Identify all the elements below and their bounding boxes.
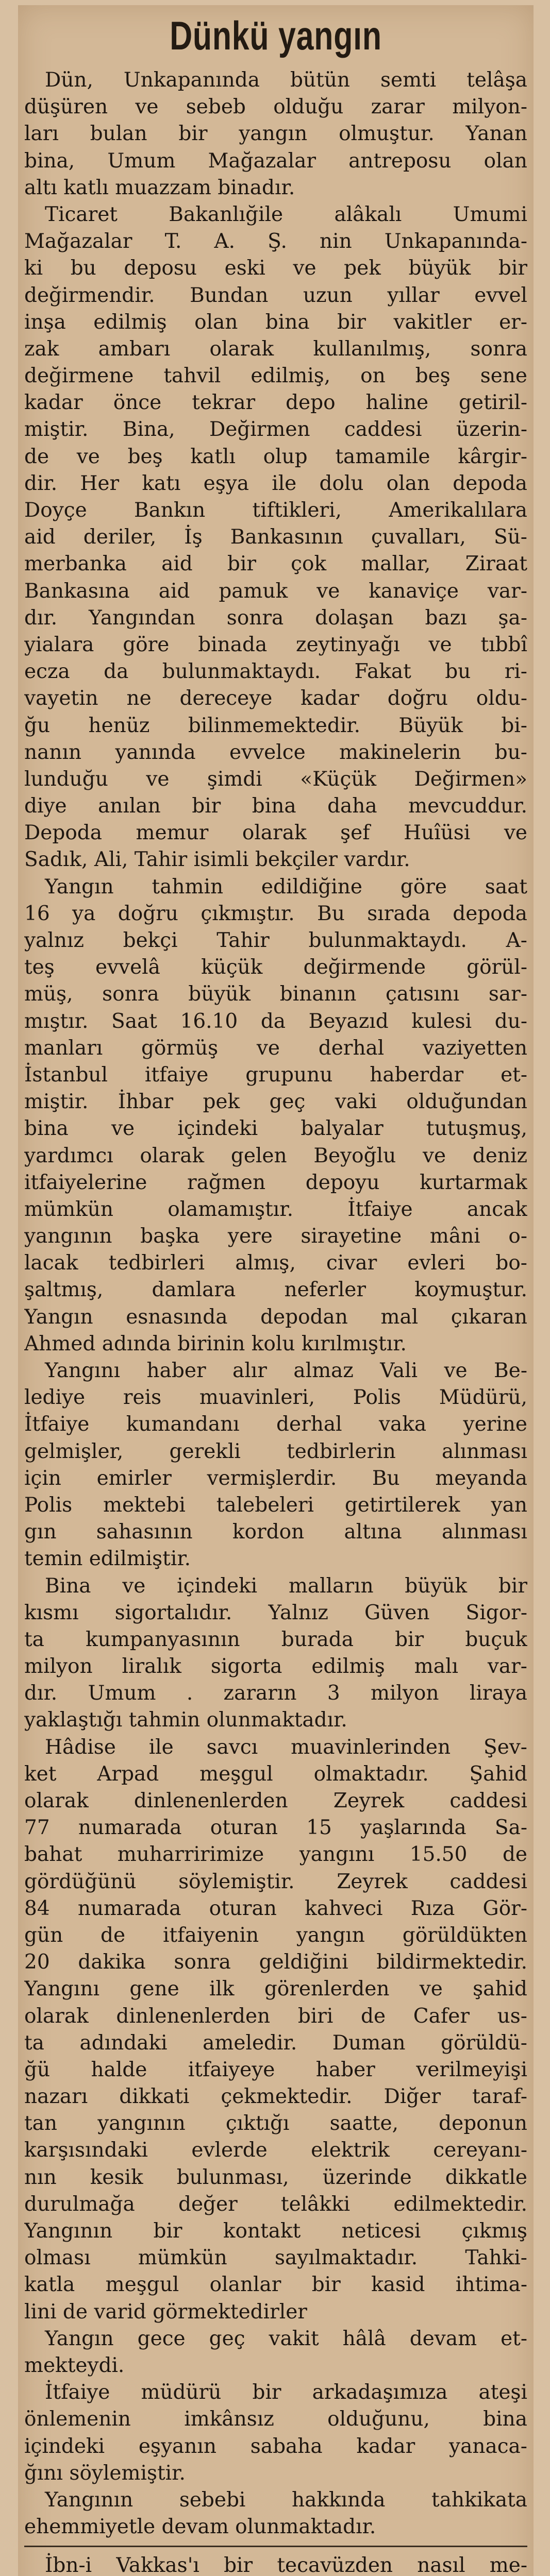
article-paragraph xyxy=(24,201,527,874)
article-paragraph xyxy=(24,67,527,201)
text-line: dır. Yangından sonra dolaşan bazı şa- xyxy=(24,606,527,630)
text-line: değirmene tahvil edilmiş, on beş sene xyxy=(24,364,527,388)
text-line: gün de itfaiyenin yangın görüldükten xyxy=(24,1923,527,1947)
text-line: Hâdise ile savcı muavinlerinden Şev- xyxy=(45,1735,527,1759)
text-line: zak ambarı olarak kullanılmış, sonra xyxy=(24,337,527,361)
text-line: şaltmış, damlara neferler koymuştur. xyxy=(24,1278,527,1302)
text-line: altı katlı muazzam binadır. xyxy=(24,176,295,199)
text-line: düşüren ve sebeb olduğu zarar milyon- xyxy=(24,95,527,119)
article-paragraph xyxy=(24,874,527,1358)
text-line: katla meşgul olanlar bir kasid ihtima- xyxy=(24,2273,527,2297)
text-line: Polis mektebi talebeleri getirtilerek yan xyxy=(24,1493,527,1517)
text-line: Yangın esnasında depodan mal çıkaran xyxy=(24,1305,527,1329)
text-line: Sadık, Ali, Tahir isimli bekçiler vardır. xyxy=(24,848,410,872)
text-line: İtfaiye müdürü bir arkadaşımıza ateşi xyxy=(45,2381,527,2404)
text-line: gördüğünü söylemiştir. Zeyrek caddesi xyxy=(24,1870,527,1893)
text-line: Yangın tahmin edildiğine göre saat xyxy=(45,875,527,899)
text-line: nın kesik bulunması, üzerinde dikkatle xyxy=(24,2165,527,2189)
text-line: Mağazalar T. A. Ş. nin Unkapanında- xyxy=(24,230,527,253)
text-line: İstanbul itfaiye grupunu haberdar et- xyxy=(24,1063,527,1087)
text-line: Ahmed adında birinin kolu kırılmıştır. xyxy=(24,1332,407,1355)
text-line: gın sahasının kordon altına alınması xyxy=(24,1520,527,1544)
text-line: ğü halde itfaiyeye haber verilmeyişi xyxy=(24,2058,527,2081)
text-line: ğu henüz bilinmemektedir. Büyük bi- xyxy=(24,714,527,737)
text-line: yialara göre binada zeytinyağı ve tıbbî xyxy=(24,633,527,656)
text-line: diye anılan bir bina daha mevcuddur. xyxy=(24,794,527,818)
text-line: ları bulan bir yangın olmuştur. Yanan xyxy=(24,122,527,146)
text-line: kısmı sigortalıdır. Yalnız Güven Sigor- xyxy=(24,1601,527,1624)
text-line: dir. Her katı eşya ile dolu olan depoda xyxy=(24,471,527,495)
text-line: lacak tedbirleri almış, civar evleri bo- xyxy=(24,1251,527,1275)
text-line: aid deriler, İş Bankasının çuvalları, Sü- xyxy=(24,526,527,549)
text-line: ta kumpanyasının burada bir buçuk xyxy=(24,1628,527,1651)
text-line: 16 ya doğru çıkmıştır. Bu sırada depoda xyxy=(24,902,527,925)
text-line: Bina ve içindeki malların büyük bir xyxy=(45,1574,527,1598)
text-line: yalnız bekçi Tahir bulunmaktaydı. A- xyxy=(24,929,527,952)
article-paragraph xyxy=(24,2326,527,2379)
text-line: gelmişler, gerekli tedbirlerin alınması xyxy=(24,1439,527,1463)
text-line: yaklaştığı tahmin olunmaktadır. xyxy=(24,1708,347,1732)
text-line: olması mümkün sayılmaktadır. Tahki- xyxy=(24,2246,527,2270)
text-line: bahat muharririmize yangını 15.50 de xyxy=(24,1843,527,1867)
text-line: ehemmiyetle devam olunmaktadır. xyxy=(24,2515,376,2539)
text-line: yardımcı olarak gelen Beyoğlu ve deniz xyxy=(24,1144,527,1167)
text-line: durulmağa değer telâkki edilmektedir. xyxy=(24,2192,527,2216)
text-line: müş, sonra büyük binanın çatısını sar- xyxy=(24,982,527,1006)
text-line: önlemenin imkânsız olduğunu, bina xyxy=(24,2408,527,2431)
text-line: lunduğu ve şimdi «Küçük Değirmen» xyxy=(24,767,527,791)
article-column xyxy=(24,67,527,2576)
text-line: milyon liralık sigorta edilmiş malı var- xyxy=(24,1655,527,1679)
text-line: nazarı dikkati çekmektedir. Diğer taraf- xyxy=(24,2085,527,2109)
text-line: Yangının sebebi hakkında tahkikata xyxy=(45,2488,527,2512)
text-line: olarak dinlenenlerden biri de Cafer us- xyxy=(24,2004,527,2028)
text-line: İbn-i Vakkas'ı bir tecavüzden nasıl me- xyxy=(45,2554,527,2576)
text-line: miştir. İhbar pek geç vaki olduğundan xyxy=(24,1090,527,1114)
text-line: lini de varid görmektedirler xyxy=(24,2300,307,2324)
text-line: miştir. Bina, Değirmen caddesi üzerin- xyxy=(24,418,527,442)
text-line: bina ve içindeki balyalar tutuşmuş, xyxy=(24,1117,527,1141)
text-line: Yangını gene ilk görenlerden ve şahid xyxy=(24,1977,527,2001)
text-line: yangının başka yere sirayetine mâni o- xyxy=(24,1225,527,1248)
text-line: Ticaret Bakanlığile alâkalı Umumi xyxy=(45,202,527,226)
text-line: ket Arpad meşgul olmaktadır. Şahid xyxy=(24,1762,527,1786)
text-line: ğını söylemiştir. xyxy=(24,2461,186,2485)
text-line: de ve beş katlı olup tamamile kârgir- xyxy=(24,445,527,468)
section-divider xyxy=(24,2546,527,2547)
text-line: inşa edilmiş olan bina bir vakitler er- xyxy=(24,310,527,334)
text-line: ki bu deposu eski ve pek büyük bir xyxy=(24,257,527,280)
text-line: mıştır. Saat 16.10 da Beyazıd kulesi du- xyxy=(24,1009,527,1033)
text-line: karşısındaki evlerde elektrik cereyanı- xyxy=(24,2139,527,2162)
text-line: teş evvelâ küçük değirmende görül- xyxy=(24,956,527,979)
notice-paragraph xyxy=(24,2552,527,2576)
text-line: manları görmüş ve derhal vaziyetten xyxy=(24,1036,527,1060)
text-line: Dün, Unkapanında bütün semti telâşa xyxy=(45,69,527,92)
text-line: için emirler vermişlerdir. Bu meyanda xyxy=(24,1466,527,1490)
text-line: itfaiyelerine rağmen depoyu kurtarmak xyxy=(24,1171,527,1194)
text-line: Yangının bir kontakt neticesi çıkmış xyxy=(24,2219,527,2243)
text-line: ta adındaki ameledir. Duman görüldü- xyxy=(24,2031,527,2055)
article-title: Dünkü yangın xyxy=(170,13,382,58)
article-paragraph xyxy=(24,1358,527,1573)
text-line: içindeki eşyanın sabaha kadar yanaca- xyxy=(24,2434,527,2458)
text-line: lediye reis muavinleri, Polis Müdürü, xyxy=(24,1386,527,1410)
text-line: Yangın gece geç vakit hâlâ devam et- xyxy=(45,2327,527,2350)
text-line: İtfaiye kumandanı derhal vaka yerine xyxy=(24,1413,527,1436)
article-paragraph xyxy=(24,2487,527,2540)
text-line: vayetin ne dereceye kadar doğru oldu- xyxy=(24,687,527,710)
text-line: nanın yanında evvelce makinelerin bu- xyxy=(24,740,527,764)
text-line: mümkün olamamıştır. İtfaiye ancak xyxy=(24,1197,527,1221)
article-paragraph xyxy=(24,2379,527,2487)
text-line: Bankasına aid pamuk ve kanaviçe var- xyxy=(24,579,527,603)
text-line: dır. Umum . zararın 3 milyon liraya xyxy=(24,1682,527,1705)
text-line: Doyçe Bankın tiftikleri, Amerikalılara xyxy=(24,499,527,522)
text-line: olarak dinlenenlerden Zeyrek caddesi xyxy=(24,1789,527,1812)
text-line: kadar önce tekrar depo haline getiril- xyxy=(24,391,527,415)
text-line: 77 numarada oturan 15 yaşlarında Sa- xyxy=(24,1816,527,1840)
text-line: 20 dakika sonra geldiğini bildirmektedir. xyxy=(24,1951,527,1974)
article-paragraph xyxy=(24,1734,527,2326)
text-line: merbanka aid bir çok mallar, Ziraat xyxy=(24,552,527,576)
text-line: bina, Umum Mağazalar antreposu olan xyxy=(24,149,527,173)
text-line: değirmendir. Bundan uzun yıllar evvel xyxy=(24,283,527,307)
text-line: 84 numarada oturan kahveci Rıza Gör- xyxy=(24,1896,527,1920)
text-line: temin edilmiştir. xyxy=(24,1547,191,1571)
text-line: ecza da bulunmaktaydı. Fakat bu ri- xyxy=(24,660,527,684)
text-line: Depoda memur olarak şef Huîüsi ve xyxy=(24,821,527,845)
article-paragraph xyxy=(24,1573,527,1734)
text-line: mekteydi. xyxy=(24,2353,125,2377)
newspaper-clipping xyxy=(18,5,534,2576)
text-line: Yangını haber alır almaz Vali ve Be- xyxy=(45,1359,527,1382)
text-line: tan yangının çıktığı saatte, deponun xyxy=(24,2112,527,2136)
